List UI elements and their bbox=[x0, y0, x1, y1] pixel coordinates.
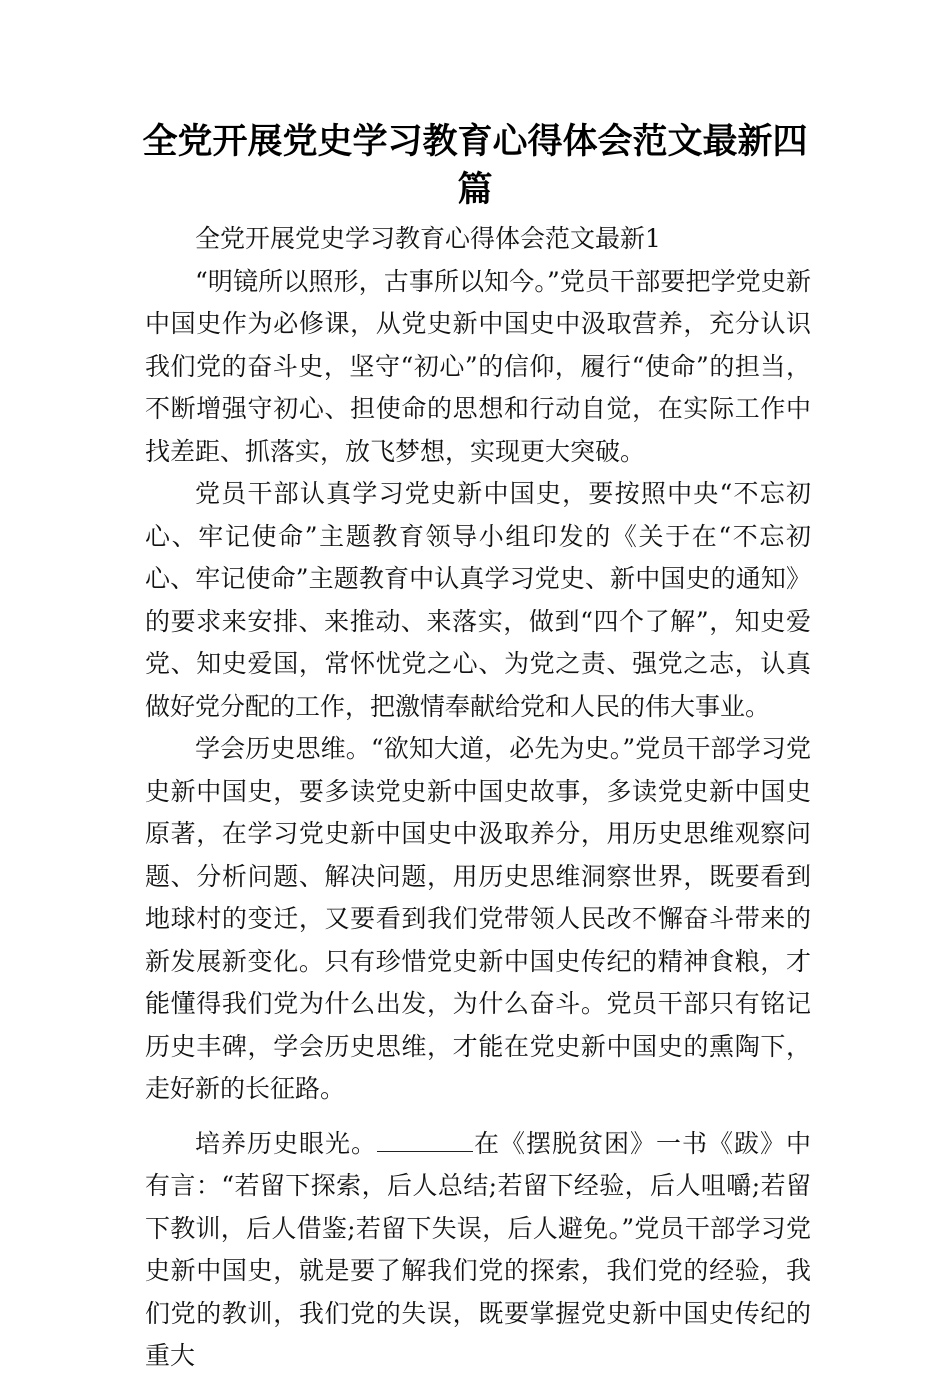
paragraph-lead: 培养历史眼光。 bbox=[195, 1128, 377, 1158]
paragraph: 学会历史思维。“欲知大道，必先为史。”党员干部学习党史新中国史，要多读党史新中国史故事，多读党史新中国史原著，在学习党史新中国史中汲取养分，用历史思维观察问题、分析问题、解决问题，用历史思维洞察世界，既要看到地球村的变迁，又要看到我们党带领人民改不懈奋斗带来的新发展新变化。只有珍惜党史新中国史传纪的精神食粮，才能懂得我们党为什么出发，为什么奋斗。党员干部只有铭记历史丰碑，学会历史思维，才能在党史新中国史的熏陶下，走好新的长征路。 bbox=[145, 734, 811, 1103]
paragraph-rest: 在《摆脱贫困》一书《跋》中有言：“若留下探索，后人总结;若留下经验，后人咀嚼;若留下教训，后人借鉴;若留下失误，后人避免。”党员干部学习党史新中国史，就是要了解我们党的探索，我们党的经验，我们党的教训，我们党的失误，既要掌握党史新中国史传纪的重大 bbox=[145, 1128, 811, 1370]
paragraph bbox=[145, 1123, 811, 1378]
document-title: 全党开展党史学习教育心得体会范文最新四篇 bbox=[142, 122, 808, 210]
section-heading: 全党开展党史学习教育心得体会范文最新1 bbox=[195, 224, 661, 253]
paragraph: 党员干部认真学习党史新中国史，要按照中央“不忘初心、牢记使命”主题教育领导小组印发的《关于在“不忘初心、牢记使命”主题教育中认真学习党史、新中国史的通知》的要求来安排、来推动、来落实，做到“四个了解”，知史爱党、知史爱国，常怀忧党之心、为党之责、强党之志，认真做好党分配的工作，把激情奉献给党和人民的伟大事业。 bbox=[145, 479, 811, 721]
document-body bbox=[145, 218, 811, 1378]
paragraph: “明镜所以照形，古事所以知今。”党员干部要把学党史新中国史作为必修课，从党史新中国史中汲取营养，充分认识我们党的奋斗史，坚守“初心”的信仰，履行“使命”的担当，不断增强守初心、担使命的思想和行动自觉，在实际工作中找差距、抓落实，放飞梦想，实现更大突破。 bbox=[145, 266, 811, 466]
blank-underline bbox=[377, 1131, 473, 1152]
